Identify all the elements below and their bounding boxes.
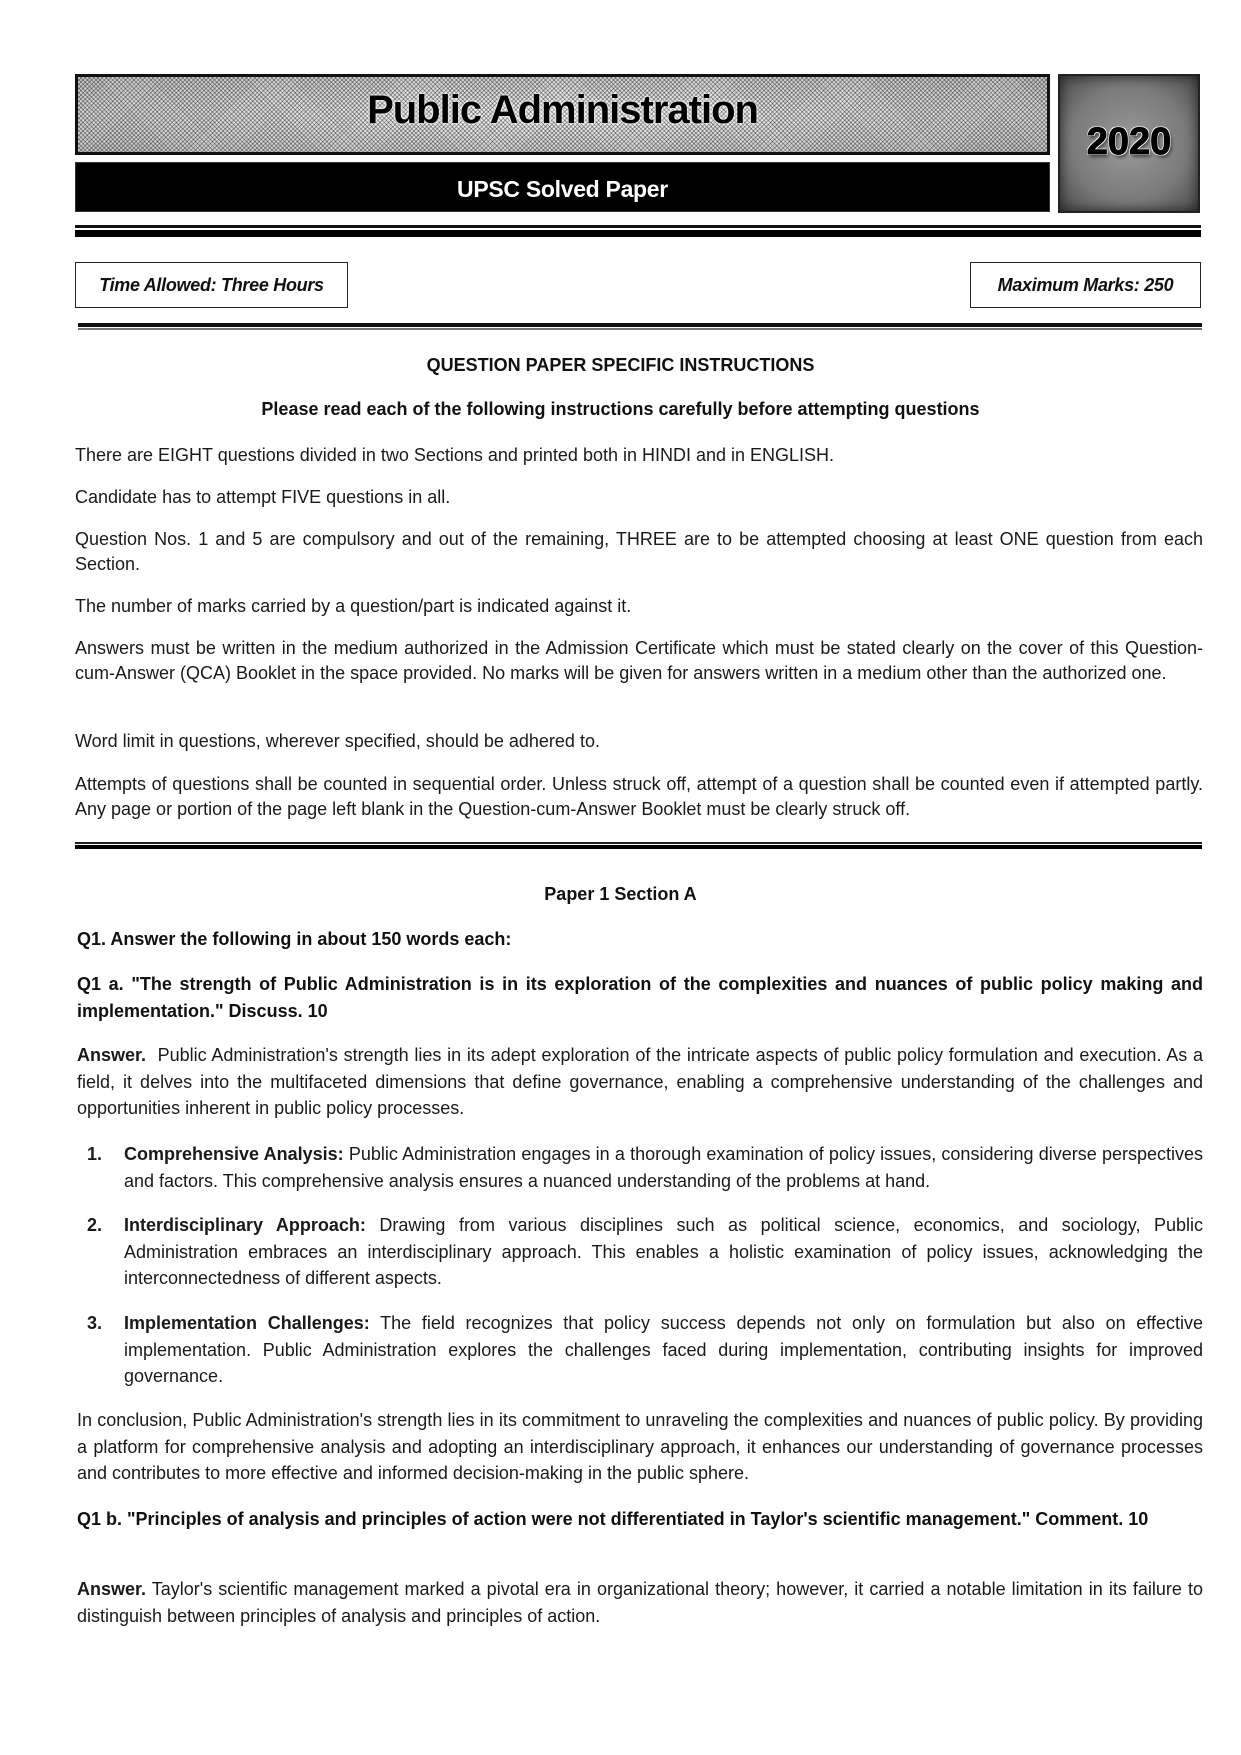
year-badge (1058, 74, 1200, 213)
list-number: 2. (87, 1215, 103, 1235)
instruction-item: Word limit in questions, wherever specified, should be adhered to. (75, 731, 600, 751)
instruction-item: Question Nos. 1 and 5 are compulsory and out of the remaining, THREE are to be attempted choosing at least ONE question from each Section. (75, 529, 1203, 574)
info-divider-thick (78, 323, 1202, 327)
instruction-item: Answers must be written in the medium authorized in the Admission Certificate which must be stated clearly on the cover of this Question-cum-Answer (QCA) Booklet in the space provided. No marks will be given for answers written in a medium other than the authorized one. (75, 638, 1203, 683)
point-text: Public Administration engages in a thorough examination of policy issues, considering diverse perspectives and factors. This comprehensive analysis ensures a nuanced understanding of the problems at hand. (124, 1144, 1203, 1191)
document-subtitle: UPSC Solved Paper (457, 175, 668, 202)
instruction-item: There are EIGHT questions divided in two Sections and printed both in HINDI and in ENGLISH. (75, 445, 835, 465)
list-number: 1. (87, 1144, 103, 1164)
point-title: Interdisciplinary Approach: (124, 1215, 366, 1235)
question-q1b: Q1 b. "Principles of analysis and principles of action were not differentiated in Taylor's scientific management." Comment. 10 (77, 1509, 1149, 1529)
instruction-item: The number of marks carried by a question/part is indicated against it. (75, 596, 632, 616)
time-allowed-label: Time Allowed: Three Hours (99, 274, 324, 295)
section-divider-thick (75, 845, 1202, 849)
list-number: 3. (87, 1313, 103, 1333)
section-heading: Paper 1 Section A (544, 884, 697, 904)
instructions-subheading: Please read each of the following instructions carefully before attempting questions (261, 399, 980, 419)
list-item (77, 1310, 1203, 1390)
point-title: Comprehensive Analysis: (124, 1144, 344, 1164)
info-divider-thin (78, 328, 1202, 330)
max-marks-box (970, 262, 1201, 308)
point-title: Implementation Challenges: (124, 1313, 370, 1333)
section-divider-thin (75, 842, 1202, 844)
header-divider-thin (75, 225, 1201, 228)
instructions-heading: QUESTION PAPER SPECIFIC INSTRUCTIONS (426, 355, 815, 375)
question-heading: Q1. Answer the following in about 150 words each: (77, 929, 512, 949)
document-title: Public Administration (367, 88, 758, 132)
answer-label: Answer. (77, 1045, 147, 1065)
list-item (77, 1141, 1203, 1194)
title-banner (75, 74, 1050, 155)
list-item (77, 1212, 1203, 1292)
year-label: 2020 (1086, 121, 1172, 163)
answer-q1a-intro (77, 1042, 1203, 1122)
question-q1a: Q1 a. "The strength of Public Administration is in its exploration of the complexities and nuances of public policy making and implementation." Discuss. 10 (77, 974, 1203, 1021)
instruction-item: Attempts of questions shall be counted in sequential order. Unless struck off, attempt of a question shall be counted even if attempted partly. Any page or portion of the page left blank in the Question-cum-Answer Booklet must be clearly struck off. (75, 774, 1203, 819)
answer-q1a-conclusion: In conclusion, Public Administration's strength lies in its commitment to unraveling the complexities and nuances of public policy. By providing a platform for comprehensive analysis and adopting an interdisciplinary approach, it enhances our understanding of governance processes and contributes to more effective and informed decision-making in the public sphere. (77, 1410, 1203, 1483)
max-marks-label: Maximum Marks: 250 (997, 274, 1174, 295)
header-divider-thick (75, 230, 1201, 237)
answer-label: Answer. (77, 1579, 147, 1599)
point-text: Drawing from various disciplines such as political science, economics, and sociology, Public Administration embraces an interdisciplinary approach. This enables a holistic examination of policy issues, acknowledging the interconnectedness of different aspects. (124, 1215, 1203, 1288)
instruction-item: Candidate has to attempt FIVE questions in all. (75, 487, 451, 507)
time-allowed-box (75, 262, 348, 308)
answer-text: Public Administration's strength lies in its adept exploration of the intricate aspects of public policy formulation and execution. As a field, it delves into the multifaceted dimensions that define governance, enabling a comprehensive understanding of the challenges and opportunities inherent in public policy processes. (77, 1045, 1203, 1118)
answer-text: Taylor's scientific management marked a pivotal era in organizational theory; however, it carried a notable limitation in its failure to distinguish between principles of analysis and principles of action. (77, 1579, 1203, 1626)
subtitle-banner (75, 162, 1050, 212)
point-text: The field recognizes that policy success depends not only on formulation but also on effective implementation. Public Administration explores the challenges faced during implementation, contributing insights for improved governance. (124, 1313, 1203, 1386)
answer-q1b-intro (77, 1576, 1203, 1629)
